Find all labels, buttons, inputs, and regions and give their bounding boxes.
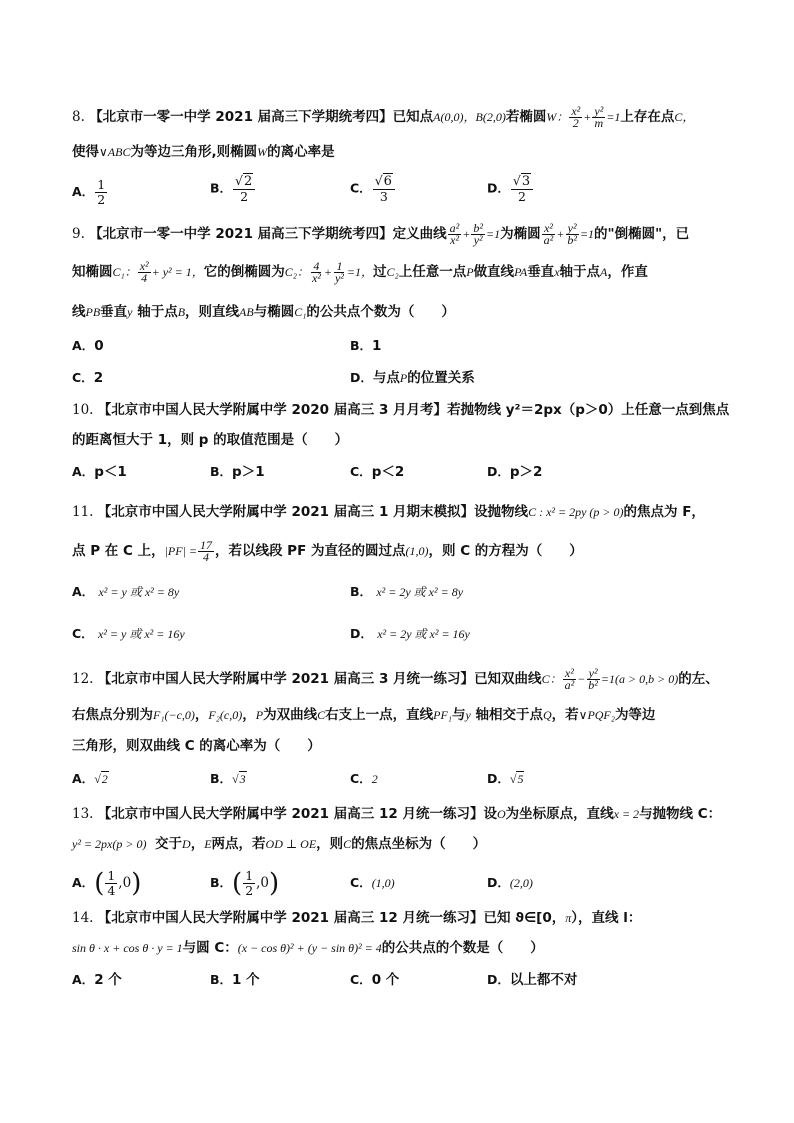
question-number: 8. xyxy=(72,109,85,125)
question-text: 若椭圆 xyxy=(505,109,547,125)
option-d[interactable]: D．(2,0) xyxy=(487,875,533,890)
question-source: 【北京市中国人民大学附属中学 2021 届高三 3 月统一练习】 xyxy=(97,671,475,687)
question-text: 垂直 xyxy=(100,304,128,320)
question-text: 点 P 在 C 上， xyxy=(72,543,165,559)
math-expression: B xyxy=(177,305,186,319)
math-expression: C xyxy=(343,837,352,851)
question-text: 与椭圆 xyxy=(253,304,295,320)
math-expression: W： xyxy=(546,110,569,124)
option-c[interactable]: C． x² = y 或 x² = 16y xyxy=(72,626,185,641)
math-expression: x xyxy=(554,265,560,279)
option-b[interactable]: B．1 xyxy=(350,338,382,354)
math-expression: (1,0) xyxy=(405,544,429,558)
question-10-line-2 xyxy=(72,430,348,450)
fraction: $\frac{\text{y²}}{\text{b²}}$ xyxy=(567,221,577,247)
question-text: 它的倒椭圆为 xyxy=(203,264,285,280)
fraction: $\frac{\text{x²}}{\text{a²}}$ xyxy=(564,666,575,692)
question-9-line-2: 知椭圆C₁： $\frac{\text{x²}}{4}$ + y² = 1，它的倒椭圆为C₂： $\frac{4}{\text{x²}}$ + $\frac{1}{\text{y²}}$ =1，过C₂上任意一点P做直线PA垂直x轴于点A，作直 xyxy=(72,259,648,285)
option-b[interactable]: B．p＞1 xyxy=(210,464,265,480)
question-text: 若抛物线 y²＝2px（p＞0）上任意一点到焦点 xyxy=(447,402,730,418)
math-expression: P xyxy=(255,708,264,722)
question-11-line-1 xyxy=(72,502,705,522)
question-text: 已知点 xyxy=(392,109,434,125)
question-text: 设抛物线 xyxy=(474,504,529,520)
question-text: 知椭圆 xyxy=(72,264,113,280)
question-text: 设 xyxy=(483,806,497,822)
fraction: $\frac{√3}{2}$ xyxy=(511,174,533,204)
math-expression: (x − cos θ)² + (y − sin θ)² = 4 xyxy=(237,941,382,955)
math-expression: C xyxy=(317,708,326,722)
question-text: 的焦点坐标为（ ） xyxy=(351,836,487,852)
question-text: 右焦点分别为 xyxy=(72,707,153,723)
question-source: 【北京市一零一中学 2021 届高三下学期统考四】 xyxy=(89,226,393,242)
fraction: $\frac{1}{2}$ xyxy=(245,868,254,898)
fraction: $\frac{\text{x²}}{\text{a²}}$ xyxy=(543,221,554,247)
question-11-line-2 xyxy=(72,540,583,563)
fraction: $\frac{1}{\text{y²}}$ xyxy=(334,259,344,285)
math-expression: =1 xyxy=(579,227,595,241)
question-8-line-2 xyxy=(72,142,335,162)
question-12-line-3 xyxy=(72,736,321,756)
question-source: 【北京市中国人民大学附属中学 2020 届高三 3 月月考】 xyxy=(97,402,448,418)
question-text: 的焦点为 F， xyxy=(623,504,705,520)
option-a[interactable]: A．( $\frac{1}{4}$ ,0) xyxy=(72,868,142,899)
math-expression: C₁： xyxy=(112,265,137,279)
question-text: ，作直 xyxy=(607,264,648,280)
question-text: ， xyxy=(194,707,209,723)
fraction: $\frac{\text{x²}}{2}$ xyxy=(571,104,581,130)
question-number: 10. xyxy=(72,402,94,418)
option-b[interactable]: B． x² = 2y 或 x² = 8y xyxy=(350,584,464,599)
question-text: 为椭圆 xyxy=(500,226,541,242)
fraction: $\frac{√2}{2}$ xyxy=(233,174,255,204)
option-d[interactable]: D．p＞2 xyxy=(487,464,543,480)
option-a[interactable]: A． x² = y 或 x² = 8y xyxy=(72,584,180,599)
question-text: 线 xyxy=(72,304,86,320)
option-a[interactable]: A．√2 xyxy=(72,771,108,786)
option-d[interactable]: D． $\frac{√3}{2}$ xyxy=(487,174,534,204)
question-text: ，则 xyxy=(316,836,344,852)
math-expression: π xyxy=(565,911,572,925)
question-text: 右支上一点，直线 xyxy=(325,707,434,723)
math-expression: C : x² = 2py (p > 0) xyxy=(528,505,624,519)
question-8-line-1: 8. 【北京市一零一中学 2021 届高三下学期统考四】已知点A(0,0)，B(2,0)若椭圆W： $\frac{\text{x²}}{2}$ + $\frac{\text{y²}}{m}$ =1上存在点C， xyxy=(72,104,695,130)
question-text: ， xyxy=(242,707,256,723)
fraction: $\frac{\text{y²}}{m}$ xyxy=(594,104,604,130)
math-expression: x = 2 xyxy=(613,807,640,821)
question-text: 交于 xyxy=(155,836,183,852)
question-text: ，则直线 xyxy=(185,304,240,320)
math-expression: sin θ · x + cos θ · y = 1 xyxy=(72,941,183,955)
math-expression: ∨PQF₂ xyxy=(578,708,615,722)
option-c[interactable]: C．(1,0) xyxy=(350,875,395,890)
math-expression: C， xyxy=(674,110,695,124)
question-text: 的公共点的个数是（ ） xyxy=(381,940,544,956)
question-text: ），直线 l： xyxy=(571,910,642,926)
question-text: 轴相交于点 xyxy=(470,707,543,723)
question-text: 做直线 xyxy=(473,264,515,280)
math-expression: P xyxy=(466,265,474,279)
option-d[interactable]: D．以上都不对 xyxy=(487,972,578,988)
option-d[interactable]: D．与点P的位置关系 xyxy=(350,370,475,386)
question-text: 轴于点 xyxy=(132,304,178,320)
question-number: 13. xyxy=(72,806,94,822)
math-expression: A(0,0)，B(2,0) xyxy=(433,110,506,124)
math-expression: + y² = 1， xyxy=(151,265,204,279)
math-expression: D xyxy=(182,837,191,851)
question-text: 过 xyxy=(373,264,387,280)
math-expression: A xyxy=(600,265,608,279)
question-number: 14. xyxy=(72,910,94,926)
question-text: 为等边三角形,则椭圆 xyxy=(130,144,258,160)
option-b[interactable]: B．1 个 xyxy=(210,972,260,988)
option-a[interactable]: A．p＜1 xyxy=(72,464,127,480)
math-expression: O xyxy=(496,807,506,821)
math-expression: OD ⊥ OE xyxy=(265,837,317,851)
question-text: 的左、 xyxy=(678,671,719,687)
question-9-line-3 xyxy=(72,302,455,322)
option-c[interactable]: C．p＜2 xyxy=(350,464,405,480)
question-12-line-1: 12. 【北京市中国人民大学附属中学 2021 届高三 3 月统一练习】已知双曲线C： $\frac{\text{x²}}{\text{a²}}$ − $\frac{\text{y²}}{\text{b²}}$ =1(a > 0,b > 0)的左、 xyxy=(72,666,719,692)
question-text: 的距离恒大于 1，则 p 的取值范围是（ ） xyxy=(72,432,349,448)
question-text: ，则 C 的方程为（ ） xyxy=(428,543,583,559)
math-expression: C₂： xyxy=(284,265,309,279)
math-expression: PB xyxy=(85,305,101,319)
math-expression: PA xyxy=(514,265,528,279)
math-expression: C₂ xyxy=(386,265,399,279)
fraction: $\frac{17}{4}$ xyxy=(199,538,212,564)
fraction: $\frac{√6}{3}$ xyxy=(373,174,395,204)
math-expression: y xyxy=(127,305,133,319)
fraction: $\frac{\text{b²}}{\text{y²}}$ xyxy=(473,221,483,247)
question-text: 使得 xyxy=(72,144,99,160)
question-text: 为等边 xyxy=(614,707,656,723)
fraction: $\frac{1}{2}$ xyxy=(97,177,106,207)
question-text: 为双曲线 xyxy=(263,707,318,723)
math-expression: =1 xyxy=(486,227,501,241)
question-text: 与 xyxy=(451,707,466,723)
question-text: 已知双曲线 xyxy=(474,671,542,687)
fraction: $\frac{4}{\text{x²}}$ xyxy=(311,259,321,285)
question-10-line-1 xyxy=(72,400,729,420)
question-14-line-2 xyxy=(72,938,544,958)
math-expression: y² = 2px(p > 0) xyxy=(72,837,147,851)
question-text: ，若以线段 PF 为直径的圆过点 xyxy=(214,543,406,559)
question-number: 11. xyxy=(72,504,94,520)
option-c[interactable]: C．2 xyxy=(72,370,104,386)
question-source: 【北京市中国人民大学附属中学 2021 届高三 12 月统一练习】 xyxy=(97,806,484,822)
question-text: ，若 xyxy=(551,707,579,723)
question-12-line-2 xyxy=(72,705,655,725)
math-expression: F₁(−c,0) xyxy=(153,708,195,722)
question-text: 上存在点 xyxy=(620,109,675,125)
question-13-line-2 xyxy=(72,834,486,854)
question-13-line-1 xyxy=(72,804,721,824)
fraction: $\frac{\text{y²}}{\text{b²}}$ xyxy=(588,666,598,692)
question-text: 的离心率是 xyxy=(267,144,335,160)
math-expression: |PF| = xyxy=(164,544,197,558)
question-text: 定义曲线 xyxy=(392,226,447,242)
option-a[interactable]: A．2 个 xyxy=(72,972,122,988)
question-text: 三角形，则双曲线 C 的离心率为（ ） xyxy=(72,738,321,754)
question-source: 【北京市一零一中学 2021 届高三下学期统考四】 xyxy=(89,109,393,125)
question-text: 的"倒椭圆"，已 xyxy=(594,226,690,242)
question-text: 轴于点 xyxy=(559,264,601,280)
option-c[interactable]: C．0 个 xyxy=(350,972,400,988)
question-text: 为坐标原点，直线 xyxy=(505,806,614,822)
question-text: 与抛物线 C： xyxy=(639,806,722,822)
option-a[interactable]: A．0 xyxy=(72,338,104,354)
question-text: 两点，若 xyxy=(211,836,266,852)
question-text: 垂直 xyxy=(527,264,555,280)
option-a[interactable]: A． $\frac{1}{2}$ xyxy=(72,177,106,207)
question-text: ， xyxy=(190,836,205,852)
math-expression: y xyxy=(465,708,471,722)
math-expression: Q xyxy=(542,708,552,722)
fraction: $\frac{1}{4}$ xyxy=(107,868,116,898)
fraction: $\frac{\text{x²}}{4}$ xyxy=(139,259,149,285)
question-text: 的公共点个数为（ ） xyxy=(306,304,455,320)
option-b[interactable]: B．( $\frac{1}{2}$ ,0) xyxy=(210,868,280,899)
option-c[interactable]: C． $\frac{√6}{3}$ xyxy=(350,174,396,204)
math-expression: W xyxy=(257,145,268,159)
fraction: $\frac{\text{a²}}{\text{x²}}$ xyxy=(449,221,460,247)
question-14-line-1 xyxy=(72,908,641,928)
option-d[interactable]: D． x² = 2y 或 x² = 16y xyxy=(350,626,470,641)
question-source: 【北京市中国人民大学附属中学 2021 届高三 12 月统一练习】 xyxy=(97,910,484,926)
math-expression: C： xyxy=(541,672,562,686)
question-text: 已知 ϑ∈[0， xyxy=(483,910,566,926)
question-9-line-1: 9. 【北京市一零一中学 2021 届高三下学期统考四】定义曲线 $\frac{\text{a²}}{\text{x²}}$ + $\frac{\text{b²}}{\text{y²}}$ =1为椭圆 $\frac{\text{x²}}{\text{a²}}$ + $\frac{\text{y²}}{\text{b²}}$ =1的"倒椭圆"，已 xyxy=(72,221,690,247)
option-b[interactable]: B．√3 xyxy=(210,771,246,786)
math-expression: =1(a > 0,b > 0) xyxy=(600,672,679,686)
question-text: 上任意一点 xyxy=(398,264,467,280)
option-b[interactable]: B． $\frac{√2}{2}$ xyxy=(210,174,256,204)
question-number: 9. xyxy=(72,226,85,242)
question-number: 12. xyxy=(72,671,94,687)
option-d[interactable]: D．√5 xyxy=(487,771,524,786)
math-expression: PF₁ xyxy=(433,708,452,722)
math-expression: ∨ABC xyxy=(99,145,131,159)
math-expression: E xyxy=(204,837,212,851)
question-source: 【北京市中国人民大学附属中学 2021 届高三 1 月期末模拟】 xyxy=(97,504,475,520)
math-expression: F₂(c,0) xyxy=(208,708,243,722)
math-expression: =1 xyxy=(606,110,621,124)
math-expression: =1， xyxy=(346,265,374,279)
option-c[interactable]: C．2 xyxy=(350,771,378,786)
question-text: 与圆 C： xyxy=(182,940,238,956)
math-expression: AB xyxy=(239,305,254,319)
math-expression: C₁ xyxy=(294,305,307,319)
